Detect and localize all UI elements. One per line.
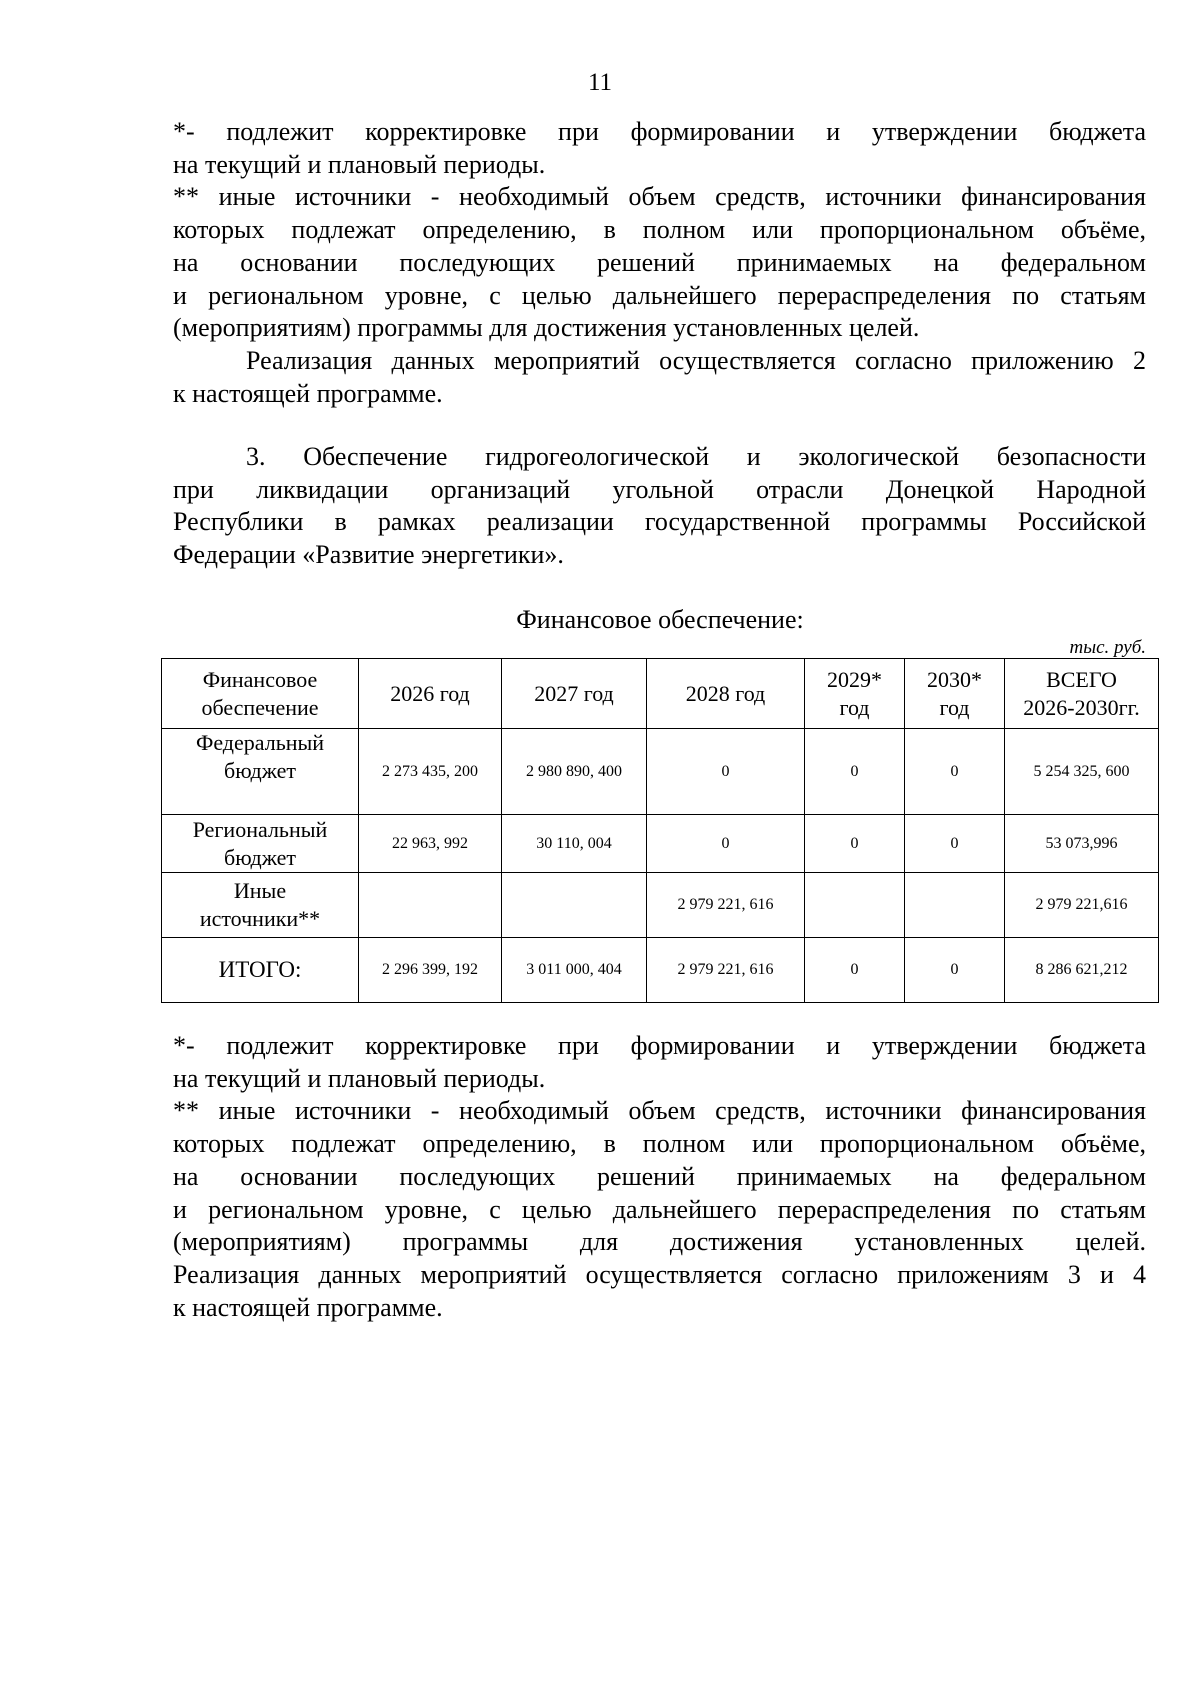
- header-total: [1005, 659, 1159, 729]
- header-2030-line1: 2030*: [927, 666, 982, 692]
- financing-table: [161, 658, 1159, 1003]
- cell-2027: 30 110, 004: [502, 815, 647, 873]
- row-label-line2: бюджет: [224, 844, 296, 870]
- row-label-line1: Федеральный: [195, 730, 325, 755]
- cell-total: 5 254 325, 600: [1005, 729, 1159, 815]
- cell-2030: 0: [905, 815, 1005, 873]
- header-2028: 2028 год: [647, 659, 805, 729]
- financing-title: Финансовое обеспечение:: [516, 605, 804, 634]
- cell-2029: 0: [805, 938, 905, 1003]
- cell-2029: [805, 873, 905, 938]
- header-financing-line2: обеспечение: [201, 694, 319, 720]
- implementation-line2: к настоящей программе.: [173, 1292, 443, 1322]
- cell-2028: 0: [647, 729, 805, 815]
- note-other-line4: и региональном уровне, с целью дальнейшего перераспределения по статьям: [173, 280, 1146, 310]
- table-row-other: [162, 873, 1159, 938]
- note-star-line2: на текущий и плановый периоды.: [173, 149, 546, 179]
- note-star-line1: *- подлежит корректировке при формировании и утверждении бюджета: [173, 117, 1146, 146]
- cell-2026: 2 296 399, 192: [359, 938, 502, 1003]
- cell-2028: 0: [647, 815, 805, 873]
- note-other-line5: (мероприятиям) программы для достижения установленных целей.: [173, 313, 920, 343]
- section-line1: 3. Обеспечение гидрогеологической и экологической безопасности: [246, 442, 1146, 471]
- cell-2026: 22 963, 992: [359, 815, 502, 873]
- note-other-line3: на основании последующих решений принимаемых на федеральном: [173, 1161, 1146, 1191]
- cell-2028: 2 979 221, 616: [647, 873, 805, 938]
- header-2029: [805, 659, 905, 729]
- cell-2030: 0: [905, 729, 1005, 815]
- note-other-line2: которых подлежат определению, в полном или пропорциональном объёме,: [173, 215, 1146, 245]
- cell-2028: 2 979 221, 616: [647, 938, 805, 1003]
- implementation-line2: к настоящей программе.: [173, 378, 443, 408]
- cell-2030: [905, 873, 1005, 938]
- table-header-row: [162, 659, 1159, 729]
- header-2027: 2027 год: [502, 659, 647, 729]
- header-2030-line2: год: [939, 694, 970, 720]
- row-label-line2: источники**: [199, 906, 321, 931]
- cell-2026: [359, 873, 502, 938]
- header-2029-line1: 2029*: [827, 666, 882, 692]
- implementation-line1: Реализация данных мероприятий осуществляется согласно приложениям 3 и 4: [173, 1259, 1146, 1289]
- cell-2029: 0: [805, 729, 905, 815]
- header-2026: 2026 год: [359, 659, 502, 729]
- row-label: [162, 815, 359, 873]
- table-row-regional: [162, 815, 1159, 873]
- section-heading: [173, 441, 1146, 572]
- cell-2027: 2 980 890, 400: [502, 729, 647, 815]
- section-line2: при ликвидации организаций угольной отрасли Донецкой Народной: [173, 474, 1146, 504]
- note-other-line2: которых подлежат определению, в полном или пропорциональном объёме,: [173, 1129, 1146, 1159]
- cell-total: 8 286 621,212: [1005, 938, 1159, 1003]
- cell-2030: 0: [905, 938, 1005, 1003]
- section-line4: Федерации «Развитие энергетики».: [173, 540, 564, 570]
- top-notes: [173, 116, 1146, 410]
- row-label-total: ИТОГО:: [162, 938, 359, 1003]
- note-other-line3: на основании последующих решений принимаемых на федеральном: [173, 247, 1146, 277]
- note-other-line4: и региональном уровне, с целью дальнейшего перераспределения по статьям: [173, 1194, 1146, 1224]
- bottom-notes: [173, 1030, 1146, 1324]
- cell-total: 53 073,996: [1005, 815, 1159, 873]
- header-financing: [162, 659, 359, 729]
- row-label-line2: бюджет: [224, 758, 296, 783]
- note-other-line5: (мероприятиям) программы для достижения установленных целей.: [173, 1227, 1146, 1257]
- header-total-line2: 2026-2030гг.: [1023, 694, 1140, 720]
- note-star-line2: на текущий и плановый периоды.: [173, 1063, 546, 1093]
- cell-2029: 0: [805, 815, 905, 873]
- cell-total: 2 979 221,616: [1005, 873, 1159, 938]
- cell-2027: [502, 873, 647, 938]
- row-label: [162, 729, 359, 815]
- cell-2026: 2 273 435, 200: [359, 729, 502, 815]
- row-label-line1: Региональный: [192, 816, 328, 842]
- note-star-line1: *- подлежит корректировке при формировании и утверждении бюджета: [173, 1031, 1146, 1060]
- section-line3: Республики в рамках реализации государственной программы Российской: [173, 507, 1146, 537]
- note-other-line1: ** иные источники - необходимый объем средств, источники финансирования: [173, 1096, 1146, 1126]
- financing-units: тыс. руб.: [1069, 637, 1146, 658]
- table-row-federal: [162, 729, 1159, 815]
- row-label-line1: Иные: [233, 878, 287, 903]
- header-2029-line2: год: [839, 694, 870, 720]
- header-total-line1: ВСЕГО: [1046, 666, 1117, 692]
- cell-2027: 3 011 000, 404: [502, 938, 647, 1003]
- header-2030: [905, 659, 1005, 729]
- page-number: 11: [587, 69, 613, 96]
- table-row-total: [162, 938, 1159, 1003]
- row-label: [162, 873, 359, 938]
- implementation-line1: Реализация данных мероприятий осуществляется согласно приложению 2: [246, 345, 1146, 375]
- note-other-line1: ** иные источники - необходимый объем средств, источники финансирования: [173, 182, 1146, 212]
- header-financing-line1: Финансовое: [202, 666, 318, 692]
